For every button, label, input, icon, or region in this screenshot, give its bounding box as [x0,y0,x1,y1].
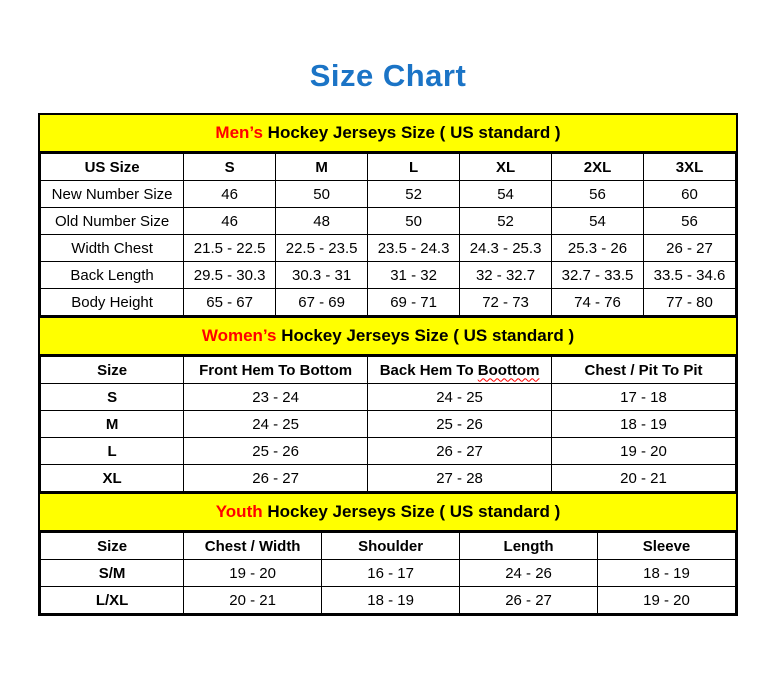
table-cell: 30.3 - 31 [276,262,368,289]
row-label: L/XL [41,587,184,614]
table-row-womens-s [41,384,736,411]
table-cell: 25 - 26 [184,438,368,465]
header-cell-chest-pit: Chest / Pit To Pit [552,357,736,384]
table-cell: 46 [184,208,276,235]
mens-header-row [41,154,736,181]
table-cell: 25.3 - 26 [552,235,644,262]
table-row-new-number-size [41,181,736,208]
header-cell-back-hem [368,357,552,384]
row-label: Old Number Size [41,208,184,235]
womens-section-banner [40,316,736,356]
table-cell: 69 - 71 [368,289,460,316]
table-cell: 21.5 - 22.5 [184,235,276,262]
table-cell: 65 - 67 [184,289,276,316]
table-row-womens-xl [41,465,736,492]
header-cell-sleeve: Sleeve [598,533,736,560]
table-cell: 24 - 25 [184,411,368,438]
youth-section-banner [40,492,736,532]
mens-section-banner [40,115,736,153]
youth-banner-highlight: Youth [215,502,263,521]
table-cell: 25 - 26 [368,411,552,438]
header-cell-chest-width: Chest / Width [184,533,322,560]
table-cell: 24.3 - 25.3 [460,235,552,262]
table-cell: 17 - 18 [552,384,736,411]
header-cell-xl: XL [460,154,552,181]
table-row-body-height [41,289,736,316]
header-cell-3xl: 3XL [644,154,736,181]
table-row-womens-m [41,411,736,438]
table-cell: 32 - 32.7 [460,262,552,289]
header-cell-m: M [276,154,368,181]
mens-size-table [40,153,736,316]
table-cell: 22.5 - 23.5 [276,235,368,262]
mens-banner-highlight: Men’s [215,123,263,142]
table-cell: 19 - 20 [552,438,736,465]
table-row-width-chest [41,235,736,262]
header-cell-length: Length [460,533,598,560]
header-back-hem-text: Back Hem To [379,361,474,379]
row-label: L [41,438,184,465]
header-cell-2xl: 2XL [552,154,644,181]
table-cell: 24 - 25 [368,384,552,411]
header-cell-front-hem: Front Hem To Bottom [184,357,368,384]
youth-size-table [40,532,736,614]
table-cell: 26 - 27 [460,587,598,614]
table-cell: 29.5 - 30.3 [184,262,276,289]
row-label: New Number Size [41,181,184,208]
table-cell: 50 [368,208,460,235]
table-cell: 48 [276,208,368,235]
row-label: Width Chest [41,235,184,262]
row-label: M [41,411,184,438]
mens-banner-text: Hockey Jerseys Size ( US standard ) [262,123,561,142]
header-cell-size: Size [41,533,184,560]
table-cell: 27 - 28 [368,465,552,492]
table-row-youth-lxl [41,587,736,614]
page-title: Size Chart [309,58,467,93]
table-cell: 54 [552,208,644,235]
table-cell: 60 [644,181,736,208]
row-label: Body Height [41,289,184,316]
table-cell: 26 - 27 [368,438,552,465]
womens-size-table [40,356,736,492]
table-cell: 72 - 73 [460,289,552,316]
table-cell: 23.5 - 24.3 [368,235,460,262]
table-cell: 46 [184,181,276,208]
header-cell-us-size: US Size [41,154,184,181]
table-cell: 18 - 19 [552,411,736,438]
header-back-hem-typo: Boottom [477,361,540,379]
youth-header-row [41,533,736,560]
table-cell: 20 - 21 [552,465,736,492]
header-cell-shoulder: Shoulder [322,533,460,560]
table-cell: 52 [368,181,460,208]
header-cell-s: S [184,154,276,181]
table-cell: 31 - 32 [368,262,460,289]
header-cell-size: Size [41,357,184,384]
table-cell: 74 - 76 [552,289,644,316]
womens-banner-text: Hockey Jerseys Size ( US standard ) [276,326,575,345]
youth-banner-text: Hockey Jerseys Size ( US standard ) [262,502,561,521]
row-label: S/M [41,560,184,587]
table-cell: 50 [276,181,368,208]
table-cell: 54 [460,181,552,208]
womens-header-row [41,357,736,384]
size-chart [38,113,738,616]
header-cell-l: L [368,154,460,181]
table-cell: 16 - 17 [322,560,460,587]
womens-banner-highlight: Women’s [201,326,277,345]
table-cell: 19 - 20 [598,587,736,614]
table-row-youth-sm [41,560,736,587]
table-cell: 24 - 26 [460,560,598,587]
table-cell: 19 - 20 [184,560,322,587]
row-label: S [41,384,184,411]
table-cell: 26 - 27 [644,235,736,262]
table-row-back-length [41,262,736,289]
table-cell: 52 [460,208,552,235]
table-cell: 18 - 19 [322,587,460,614]
table-cell: 56 [644,208,736,235]
table-cell: 26 - 27 [184,465,368,492]
table-cell: 18 - 19 [598,560,736,587]
row-label: Back Length [41,262,184,289]
table-cell: 33.5 - 34.6 [644,262,736,289]
table-row-old-number-size [41,208,736,235]
table-cell: 67 - 69 [276,289,368,316]
row-label: XL [41,465,184,492]
table-cell: 77 - 80 [644,289,736,316]
table-cell: 32.7 - 33.5 [552,262,644,289]
table-cell: 56 [552,181,644,208]
table-cell: 20 - 21 [184,587,322,614]
table-row-womens-l [41,438,736,465]
table-cell: 23 - 24 [184,384,368,411]
